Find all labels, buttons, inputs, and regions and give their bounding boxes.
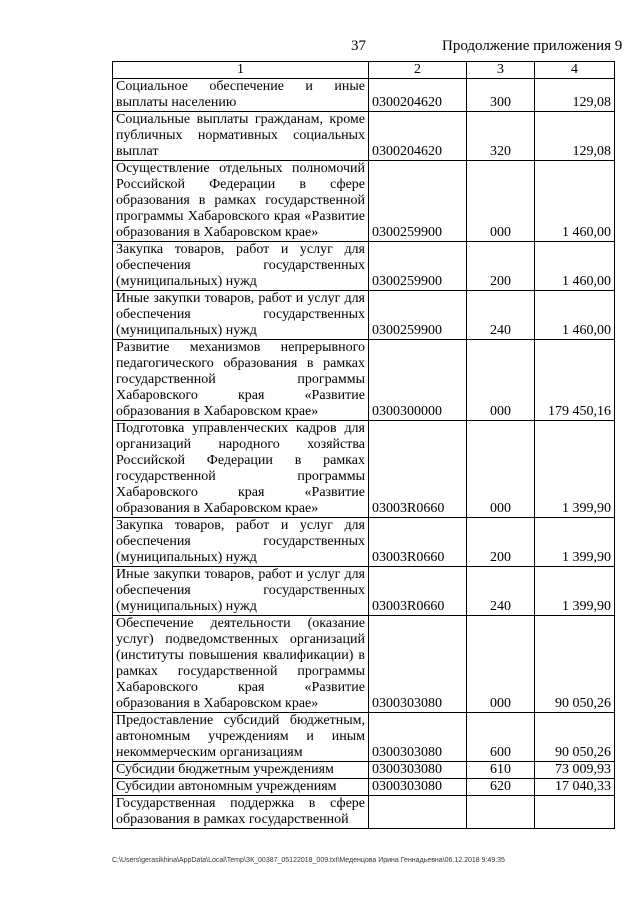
- row-expense-type: 600: [467, 713, 535, 762]
- row-code: 0300259900: [369, 161, 467, 242]
- row-expense-type: 000: [467, 421, 535, 518]
- row-name: Социальные выплаты гражданам, кроме публичных нормативных социальных выплат: [113, 112, 369, 161]
- table-row: [113, 616, 615, 713]
- row-expense-type: 300: [467, 79, 535, 112]
- row-amount: 179 450,16: [535, 340, 615, 421]
- row-expense-type: 320: [467, 112, 535, 161]
- column-header: 1: [113, 62, 369, 79]
- row-expense-type: 620: [467, 779, 535, 796]
- table-row: [113, 242, 615, 291]
- row-expense-type: 000: [467, 616, 535, 713]
- row-code: 0300259900: [369, 242, 467, 291]
- row-code: 03003R0660: [369, 567, 467, 616]
- row-code: 0300259900: [369, 291, 467, 340]
- row-name: Осуществление отдельных полномочий Российской Федерации в сфере образования в рамках государственной программы Хабаровского края «Развитие образования в Хабаровском крае»: [113, 161, 369, 242]
- row-name: Иные закупки товаров, работ и услуг для обеспечения государственных (муниципальных) нужд: [113, 567, 369, 616]
- row-code: 0300204620: [369, 79, 467, 112]
- table-row: [113, 713, 615, 762]
- continuation-title: Продолжение приложения 9: [442, 38, 623, 54]
- row-name: Обеспечение деятельности (оказание услуг) подведомственных организаций (институты повышения квалификации) в рамках государственной программы Хабаровского края «Развитие образования в Хабаровском крае»: [113, 616, 369, 713]
- row-expense-type: 240: [467, 291, 535, 340]
- row-amount: 17 040,33: [535, 779, 615, 796]
- row-expense-type: 000: [467, 340, 535, 421]
- row-amount: 1 399,90: [535, 518, 615, 567]
- row-expense-type: 000: [467, 161, 535, 242]
- table-row: [113, 779, 615, 796]
- row-name: Социальное обеспечение и иные выплаты населению: [113, 79, 369, 112]
- table-row: [113, 567, 615, 616]
- row-name: Закупка товаров, работ и услуг для обеспечения государственных (муниципальных) нужд: [113, 518, 369, 567]
- row-code: 0300303080: [369, 779, 467, 796]
- row-amount: [535, 796, 615, 829]
- table-row: [113, 796, 615, 829]
- table-row: [113, 762, 615, 779]
- row-name: Развитие механизмов непрерывного педагогического образования в рамках государственной программы Хабаровского края «Развитие образования в Хабаровском крае»: [113, 340, 369, 421]
- row-amount: 90 050,26: [535, 713, 615, 762]
- table-row: [113, 291, 615, 340]
- row-amount: 90 050,26: [535, 616, 615, 713]
- row-name: Подготовка управленческих кадров для организаций народного хозяйства Российской Федерации в рамках государственной программы Хабаровского края «Развитие образования в Хабаровском крае»: [113, 421, 369, 518]
- row-amount: 1 460,00: [535, 161, 615, 242]
- row-name: Предоставление субсидий бюджетным, автономным учреждениям и иным некоммерческим организациям: [113, 713, 369, 762]
- row-amount: 129,08: [535, 79, 615, 112]
- row-amount: 1 399,90: [535, 421, 615, 518]
- row-expense-type: [467, 796, 535, 829]
- row-code: 0300303080: [369, 616, 467, 713]
- row-amount: 73 009,93: [535, 762, 615, 779]
- table-row: [113, 340, 615, 421]
- table-row: [113, 518, 615, 567]
- row-code: 03003R0660: [369, 421, 467, 518]
- row-code: 0300300000: [369, 340, 467, 421]
- row-code: 03003R0660: [369, 518, 467, 567]
- column-header: 2: [369, 62, 467, 79]
- footer-file-path: C:\Users\gerasikhina\AppData\Local\Temp\ЗК_00387_05122018_009.txt\Меденцова Ирина Геннадьевна\06.12.2018 9:49:35: [112, 857, 505, 864]
- row-expense-type: 610: [467, 762, 535, 779]
- row-name: Иные закупки товаров, работ и услуг для обеспечения государственных (муниципальных) нужд: [113, 291, 369, 340]
- column-header: 3: [467, 62, 535, 79]
- row-expense-type: 240: [467, 567, 535, 616]
- table-row: [113, 161, 615, 242]
- column-header: 4: [535, 62, 615, 79]
- row-amount: 129,08: [535, 112, 615, 161]
- table-header-row: [113, 62, 615, 79]
- row-expense-type: 200: [467, 518, 535, 567]
- table-row: [113, 421, 615, 518]
- row-name: Государственная поддержка в сфере образования в рамках государственной: [113, 796, 369, 829]
- page-number: 37: [351, 38, 366, 54]
- row-code: 0300303080: [369, 762, 467, 779]
- budget-table: [112, 61, 615, 829]
- row-amount: 1 399,90: [535, 567, 615, 616]
- row-code: [369, 796, 467, 829]
- row-amount: 1 460,00: [535, 291, 615, 340]
- row-code: 0300204620: [369, 112, 467, 161]
- row-name: Закупка товаров, работ и услуг для обеспечения государственных (муниципальных) нужд: [113, 242, 369, 291]
- row-name: Субсидии бюджетным учреждениям: [113, 762, 369, 779]
- row-name: Субсидии автономным учреждениям: [113, 779, 369, 796]
- table-row: [113, 112, 615, 161]
- row-expense-type: 200: [467, 242, 535, 291]
- row-amount: 1 460,00: [535, 242, 615, 291]
- row-code: 0300303080: [369, 713, 467, 762]
- table-row: [113, 79, 615, 112]
